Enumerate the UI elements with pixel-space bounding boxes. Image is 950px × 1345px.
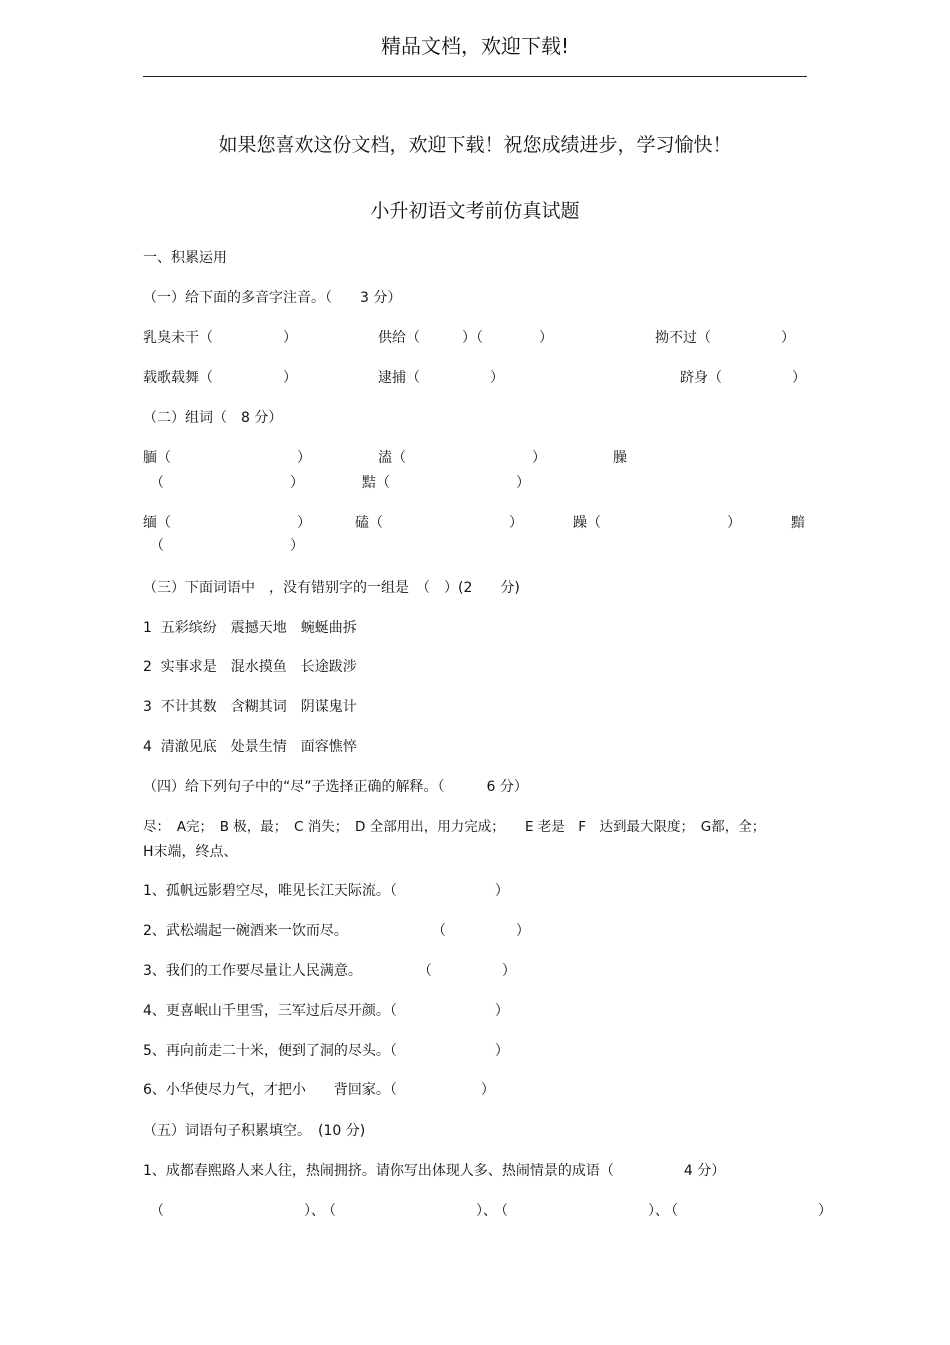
page-header: 精品文档，欢迎下载! — [380, 34, 570, 58]
q4-definitions: 尽： A完； B 极，最； C 消失； D 全部用出，用力完成； E 老是 F 达到最大限度； G都，全； — [143, 819, 766, 835]
q2-item: 磕（ ） — [355, 515, 523, 531]
q1-item: 跻身（ ） — [680, 370, 806, 386]
header-rule — [143, 76, 807, 77]
q4-item: 4、更喜岷山千里雪，三军过后尽开颜。（ ） — [143, 1003, 509, 1019]
q2-item: 躁（ ） — [573, 515, 741, 531]
q4-item: 5、再向前走二十米，便到了洞的尽头。（ ） — [143, 1043, 509, 1059]
q1-item: 逮捕（ ） — [378, 370, 504, 386]
q3-option: 4 清澈见底 处景生情 面容憔悴 — [143, 739, 357, 755]
q4-item: 1、孤帆远影碧空尽，唯见长江天际流。（ ） — [143, 883, 509, 899]
q4-item: 2、武松端起一碗酒来一饮而尽。 （ ） — [143, 923, 530, 939]
q2-heading: （二）组词（ 8 分） — [143, 410, 283, 426]
q2-item: 臊 — [613, 450, 627, 466]
section-heading: 一、积累运用 — [143, 250, 227, 266]
q2-item: 溘（ ） — [378, 450, 546, 466]
q4-item: 3、我们的工作要尽量让人民满意。 （ ） — [143, 963, 516, 979]
welcome-line: 如果您喜欢这份文档，欢迎下载！祝您成绩进步，学习愉快！ — [218, 134, 732, 156]
q2-item: 黠（ ） — [362, 475, 530, 491]
q5-blank: （ ）、 — [322, 1203, 497, 1219]
q1-item: 载歌载舞（ ） — [143, 370, 297, 386]
q5-blank: （ ）、 — [150, 1203, 325, 1219]
q1-item: 供给（ ）（ ） — [378, 330, 553, 346]
page-title: 小升初语文考前仿真试题 — [370, 200, 580, 222]
q3-option: 1 五彩缤纷 震撼天地 蜿蜒曲拆 — [143, 620, 357, 636]
q2-item: 黯 — [791, 515, 805, 531]
q2-item: 缅（ ） — [143, 515, 311, 531]
q5-item: 1、成都春熙路人来人往，热闹拥挤。请你写出体现人多、热闹情景的成语（ 4 分） — [143, 1163, 726, 1179]
q1-item: 乳臭未干（ ） — [143, 330, 297, 346]
q3-heading: （三）下面词语中 ，没有错别字的一组是 （ ）(2 分) — [143, 580, 520, 596]
q3-option: 2 实事求是 混水摸鱼 长途跋涉 — [143, 659, 357, 675]
q1-item: 拗不过（ ） — [655, 330, 795, 346]
q1-heading: （一）给下面的多音字注音。（ 3 分） — [143, 290, 402, 306]
q2-item: （ ） — [150, 538, 304, 554]
q3-option: 3 不计其数 含糊其词 阴谋鬼计 — [143, 699, 357, 715]
q2-item: 腼（ ） — [143, 450, 311, 466]
q5-blank: （ ） — [664, 1203, 832, 1219]
q4-item: 6、小华使尽力气，才把小 背回家。（ ） — [143, 1082, 495, 1098]
q4-heading: （四）给下列句子中的“尽”子选择正确的解释。（ 6 分） — [143, 779, 528, 795]
q2-item: （ ） — [150, 475, 304, 491]
q5-heading: （五）词语句子积累填空。 (10 分) — [143, 1123, 366, 1139]
q4-definitions-cont: H末端，终点、 — [143, 844, 238, 860]
q5-blank: （ ）、 — [494, 1203, 669, 1219]
